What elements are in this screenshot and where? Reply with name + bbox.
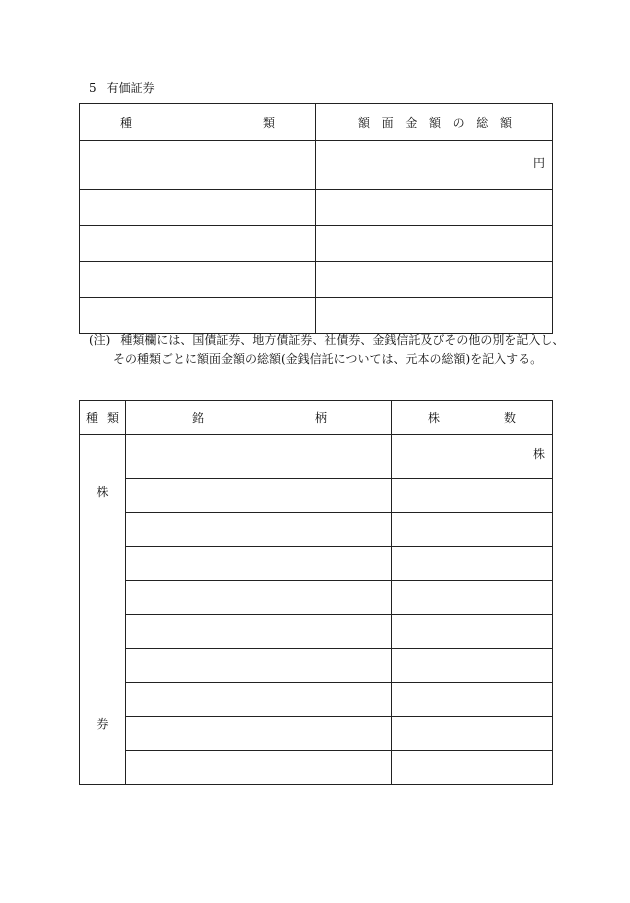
header-kind-label [80,114,315,131]
header-amount-char: 額 [358,115,371,130]
header-name-label [126,409,391,426]
amount-cell[interactable] [316,298,553,334]
header-amount-cell [316,104,553,141]
stock-name-cell[interactable] [126,513,392,547]
securities-row [80,141,553,190]
header-amount-char: 総 [476,115,489,130]
header-kind-char: 類 [262,115,275,130]
stock-qty-cell[interactable] [392,479,553,513]
stock-qty-cell[interactable] [392,547,553,581]
stock-row [80,547,553,581]
stock-qty-cell[interactable] [392,581,553,615]
kind-cell[interactable] [80,141,316,190]
stock-row [80,751,553,785]
stock-name-cell[interactable] [126,479,392,513]
securities-row [80,262,553,298]
header-kind-char: 種 [120,115,133,130]
securities-header-row [80,104,553,141]
amount-cell[interactable] [316,190,553,226]
header-qty-cell [392,401,553,435]
header-qty-char: 株 [428,411,441,425]
stock-qty-cell[interactable] [392,435,553,479]
header-qty-char: 数 [503,411,516,425]
yen-unit: 円 [532,156,545,170]
header-amount-char: の [452,115,465,130]
stock-name-cell[interactable] [126,615,392,649]
stock-row [80,581,553,615]
stock-name-cell[interactable] [126,717,392,751]
stock-name-cell[interactable] [126,547,392,581]
section-title: 有価証券 [106,81,155,95]
stock-row [80,513,553,547]
header-name-char: 柄 [314,411,327,425]
kind-cell[interactable] [80,226,316,262]
securities-row [80,190,553,226]
kind-cell[interactable] [80,262,316,298]
amount-cell[interactable] [316,262,553,298]
stock-row [80,683,553,717]
kind-cell[interactable] [80,298,316,334]
header-type-label [80,409,125,426]
stock-qty-cell[interactable] [392,717,553,751]
header-amount-char: 額 [428,115,441,130]
amount-cell[interactable] [316,141,553,190]
stock-qty-cell[interactable] [392,615,553,649]
kind-cell[interactable] [80,190,316,226]
note-line-1 [89,331,565,350]
stock-qty-cell[interactable] [392,751,553,785]
header-amount-char: 面 [381,115,394,130]
stock-name-cell[interactable] [126,581,392,615]
stock-header-row [80,401,553,435]
section-number: 5 [89,81,97,95]
stock-name-cell[interactable] [126,683,392,717]
stock-row [80,435,553,479]
stock-name-cell[interactable] [126,751,392,785]
header-amount-char: 金 [405,115,418,130]
header-type-char: 種 [86,411,99,425]
stock-kind-top: 株 [96,485,109,499]
stock-row [80,717,553,751]
stock-qty-cell[interactable] [392,683,553,717]
stock-name-cell[interactable] [126,435,392,479]
header-kind-cell [80,104,316,141]
stock-table [79,400,553,785]
header-type-char: 類 [106,411,119,425]
securities-row [80,298,553,334]
stock-qty-cell[interactable] [392,649,553,683]
header-name-cell [126,401,392,435]
securities-table [79,103,553,334]
stock-row [80,615,553,649]
stock-row [80,479,553,513]
amount-cell[interactable] [316,226,553,262]
note-text-1: 種類欄には、国債証券、地方債証券、社債券、金銭信託及びその他の別を記入し、 [120,333,565,347]
stock-kind-bottom: 券 [96,717,109,731]
header-type-cell [80,401,126,435]
stock-name-cell[interactable] [126,649,392,683]
section-heading [89,80,155,96]
note-block [89,331,565,369]
header-amount-label [316,114,552,131]
header-qty-label [392,409,552,426]
securities-row [80,226,553,262]
stock-qty-cell[interactable] [392,513,553,547]
header-amount-char: 額 [499,115,512,130]
share-unit: 株 [532,447,545,461]
header-name-char: 銘 [192,411,205,425]
stock-row [80,649,553,683]
note-line-2: その種類ごとに額面金額の総額(金銭信託については、元本の総額)を記入する。 [113,352,543,366]
stock-kind-cell [80,435,126,785]
note-tag: (注) [89,333,111,347]
